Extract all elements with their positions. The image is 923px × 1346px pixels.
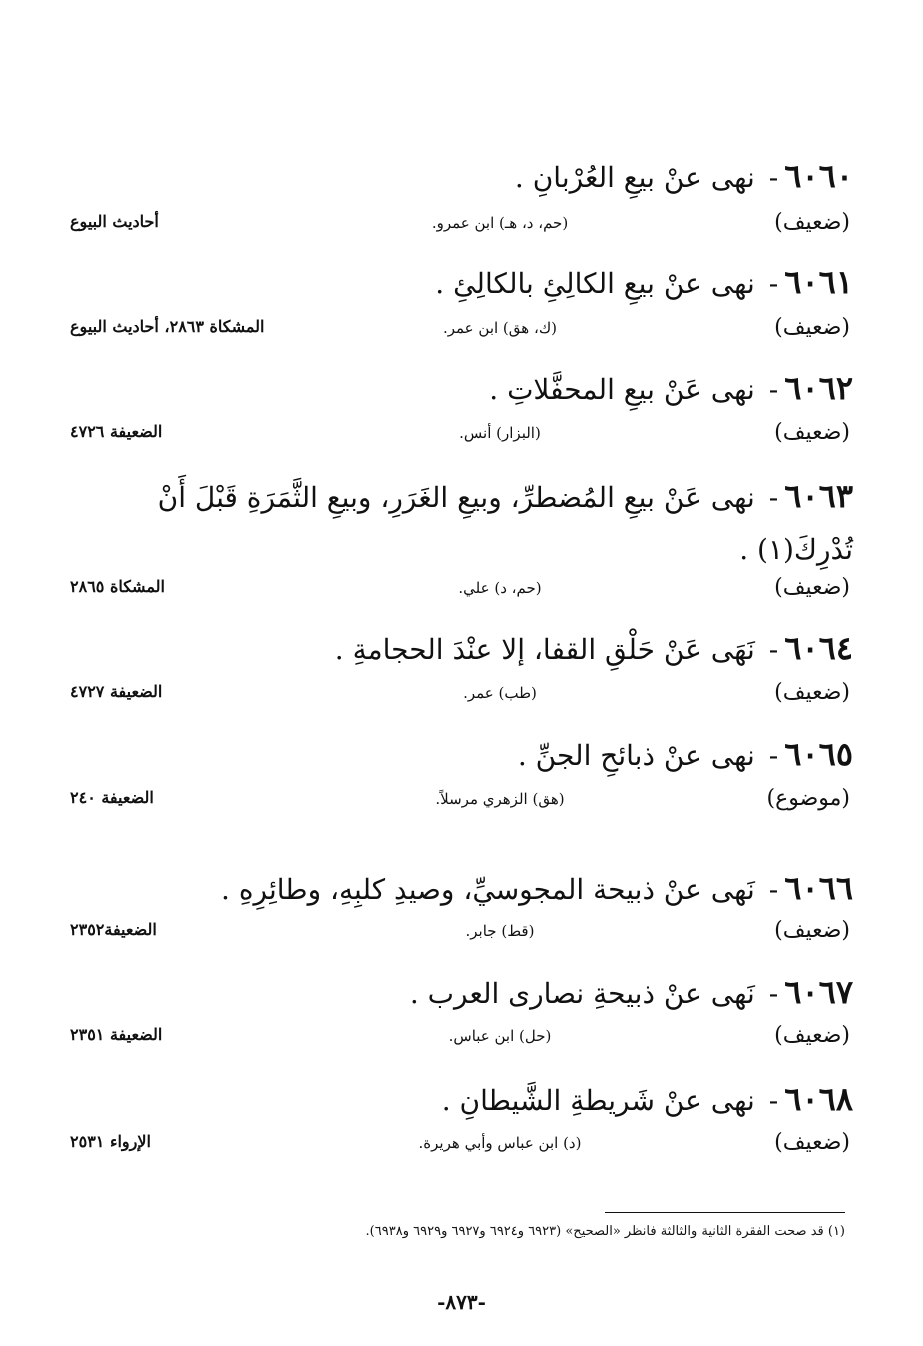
hadith-body: نهى عَنْ بيعِ المُضطرِّ، وبيعِ الغَرَرِ، وبيعِ الثَّمَرَةِ قَبْلَ أَنْ تُدْرِكَ(١) . [157,481,853,566]
source-text: (ك، هق) ابن عمر. [442,319,558,337]
hadith-number: ٦٠٦٠ [784,157,853,195]
hadith-body: نهى عنْ بيعِ العُرْبانِ . [514,161,755,194]
grade-label: (ضعيف) [774,1130,850,1155]
grading-row [70,210,850,250]
hadith-text: ٦٠٦٨-نهى عنْ شَريطةِ الشَّيطانِ . [441,1080,853,1118]
grading-row [70,420,850,460]
grade-label: (ضعيف) [774,918,850,943]
source-text: (د) ابن عباس وأبي هريرة. [418,1134,582,1152]
reference-text: الضعيفة ٢٤٠ [70,788,154,807]
grade-label: (ضعيف) [774,575,850,600]
reference-text: الضعيفة ٢٣٥١ [70,1025,163,1044]
grade-label: (ضعيف) [774,210,850,235]
hadith-body: نَهى عنْ ذبيحةِ نصارى العرب . [409,977,755,1010]
grade-label: (ضعيف) [774,1023,850,1048]
footnote-divider [605,1212,845,1213]
hadith-number: ٦٠٦٣ [784,477,853,515]
hadith-text: ٦٠٦١-نهى عنْ بيعِ الكالِئِ بالكالِئِ . [435,263,853,301]
reference-text: المشكاة ٢٨٦٥ [70,577,165,596]
hadith-number: ٦٠٦٥ [784,735,853,773]
hadith-text: ٦٠٦٣-نهى عَنْ بيعِ المُضطرِّ، وبيعِ الغَرَرِ، وبيعِ الثَّمَرَةِ قَبْلَ أَنْ تُدْرِكَ(١) . [157,477,853,566]
hadith-body: نَهَى عَنْ حَلْقِ القفا، إلا عنْدَ الحجامةِ . [334,633,755,666]
source-text: (هق) الزهري مرسلاً. [435,790,565,808]
reference-text: المشكاة ٢٨٦٣، أحاديث البيوع [70,317,265,336]
hadith-body: نهى عنْ بيعِ الكالِئِ بالكالِئِ . [435,267,755,300]
grading-row [70,1130,850,1170]
hadith-body: نهى عَنْ بيعِ المحفَّلاتِ . [489,373,755,406]
hadith-number: ٦٠٦٤ [784,629,853,667]
reference-text: أحاديث البيوع [70,212,159,231]
hadith-text: ٦٠٦٤-نَهَى عَنْ حَلْقِ القفا، إلا عنْدَ الحجامةِ . [334,629,853,667]
hadith-number: ٦٠٦٢ [784,369,853,407]
grade-label: (ضعيف) [774,680,850,705]
hadith-text: ٦٠٦٦-نَهى عنْ ذبيحة المجوسيِّ، وصيدِ كلبِهِ، وطائِرِهِ . [221,869,853,907]
grade-label: (موضوع) [766,786,850,811]
reference-text: الإرواء ٢٥٣١ [70,1132,151,1151]
hadith-text: ٦٠٦٢-نهى عَنْ بيعِ المحفَّلاتِ . [489,369,853,407]
grading-row [70,315,850,355]
grading-row [70,680,850,720]
hadith-text: ٦٠٦٧-نَهى عنْ ذبيحةِ نصارى العرب . [409,973,853,1011]
source-text: (حم، د، هـ) ابن عمرو. [431,214,569,232]
reference-text: الضعيفة٢٣٥٢ [70,920,157,939]
footnote: (١) قد صحت الفقرة الثانية والثالثة فانظر «الصحيح» (٦٩٢٣ و٦٩٢٤ و٦٩٢٧ و٦٩٢٩ و٦٩٣٨). [365,1224,845,1239]
hadith-text: ٦٠٦٥-نهى عنْ ذبائحِ الجنِّ . [517,735,853,773]
source-text: (قط) جابر. [465,922,535,940]
hadith-body: نهى عنْ ذبائحِ الجنِّ . [517,739,755,772]
hadith-text: ٦٠٦٠-نهى عنْ بيعِ العُرْبانِ . [514,157,853,195]
source-text: (حم، د) علي. [458,579,542,597]
grading-row [70,786,850,826]
grade-label: (ضعيف) [774,420,850,445]
grading-row [70,1023,850,1063]
grading-row [70,575,850,615]
reference-text: الضعيفة ٤٧٢٦ [70,422,163,441]
hadith-number: ٦٠٦٧ [784,973,853,1011]
hadith-number: ٦٠٦٦ [784,869,853,907]
hadith-number: ٦٠٦٨ [784,1080,853,1118]
source-text: (طب) عمر. [463,684,537,702]
source-text: (حل) ابن عباس. [448,1027,552,1045]
grading-row [70,918,850,958]
hadith-body: نَهى عنْ ذبيحة المجوسيِّ، وصيدِ كلبِهِ، وطائِرِهِ . [221,873,755,906]
hadith-number: ٦٠٦١ [784,263,853,301]
grade-label: (ضعيف) [774,315,850,340]
page-number: -٨٧٣- [437,1290,486,1314]
reference-text: الضعيفة ٤٧٢٧ [70,682,163,701]
source-text: (البزار) أنس. [459,424,541,442]
hadith-body: نهى عنْ شَريطةِ الشَّيطانِ . [441,1084,755,1117]
